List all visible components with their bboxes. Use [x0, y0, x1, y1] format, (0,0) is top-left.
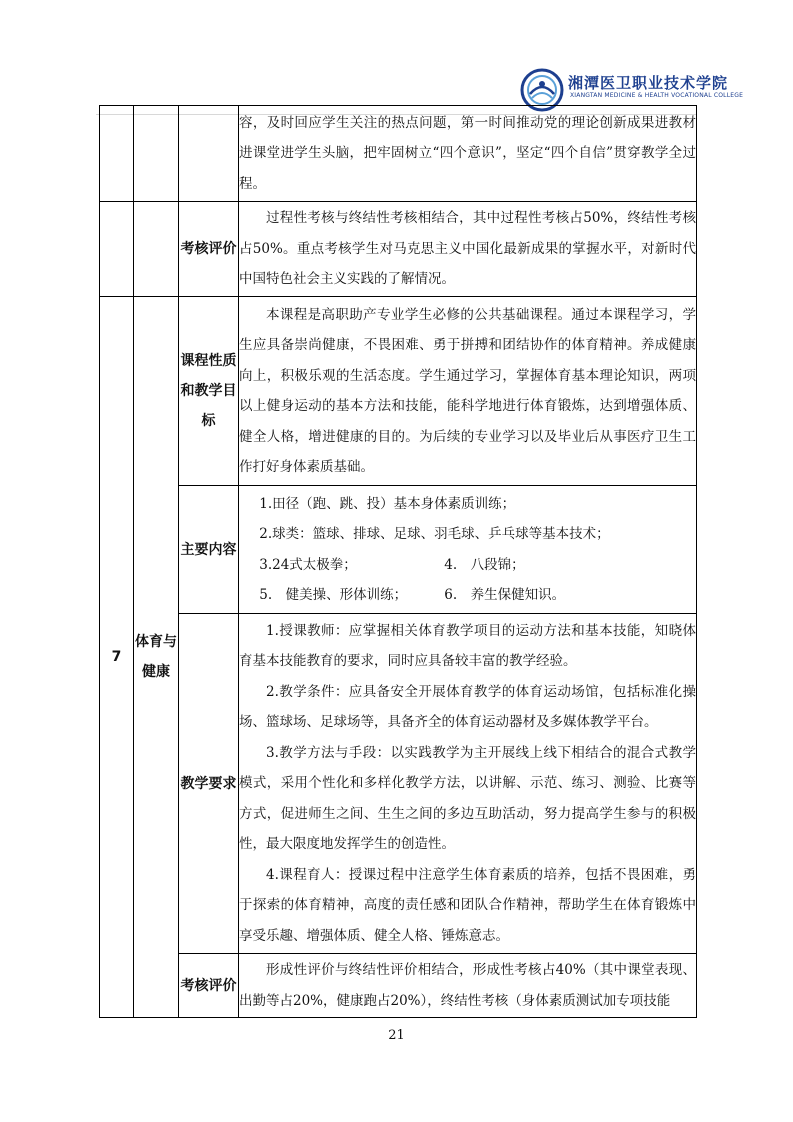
- table-row: [100, 954, 697, 1018]
- table-row: [100, 202, 697, 297]
- requirement-2: 2.教学条件：应具备安全开展体育教学的体育运动场馆，包括标准化操场、篮球场、足球场等，具备齐全的体育运动器材及多媒体教学平台。: [239, 683, 696, 731]
- content-label: 主要内容: [179, 486, 239, 614]
- prev-name-cell: [134, 202, 179, 297]
- prev-label-cell: [179, 106, 239, 202]
- prev-assessment-text-cell: [239, 202, 697, 297]
- content-list-cell: [239, 486, 697, 614]
- assessment-text: 形成性评价与终结性评价相结合，形成性考核占40%（其中课堂表现、出勤等占20%，健康跑占20%），终结性考核（身体素质测试加专项技能: [239, 962, 696, 1009]
- content-item-6: 6. 养生保健知识。: [444, 587, 566, 603]
- content-item-2: 2.球类：篮球、排球、足球、羽毛球、乒乓球等基本技术；: [259, 526, 610, 542]
- course-name: 体育与健康: [134, 297, 179, 1018]
- table-row: [100, 106, 697, 202]
- content-item-3: 3.24式太极拳；: [259, 556, 357, 573]
- college-name-cn: 湘潭医卫职业技术学院: [568, 74, 729, 92]
- prev-number-cell: [100, 106, 134, 202]
- page-number: 21: [388, 1028, 405, 1043]
- table-row: [100, 297, 697, 486]
- course-number: 7: [100, 297, 134, 1018]
- curriculum-table: [99, 105, 697, 1018]
- content-item-4: 4. 八段锦；: [444, 556, 525, 573]
- assessment-label: 考核评价: [179, 954, 239, 1018]
- prev-assessment-text: 过程性考核与终结性考核相结合，其中过程性考核占50%，终结性考核占50%。重点考核学生对马克思主义中国化最新成果的掌握水平，对新时代中国特色社会主义实践的了解情况。: [239, 210, 696, 288]
- requirements-label: 教学要求: [179, 614, 239, 954]
- prev-number-cell: [100, 202, 134, 297]
- table-row: [100, 486, 697, 614]
- nature-text: 本课程是高职助产专业学生必修的公共基础课程。通过本课程学习，学生应具备崇尚健康，不畏困难、勇于拼搏和团结协作的体育精神。养成健康向上，积极乐观的生活态度。学生通过学习，掌握体育基本理论知识，两项以上健身运动的基本方法和技能，能科学地进行体育锻炼，达到增强体质、健全人格，增进健康的目的。为后续的专业学习以及毕业后从事医疗卫生工作打好身体素质基础。: [239, 306, 696, 475]
- requirement-4: 4.课程育人：授课过程中注意学生体育素质的培养，包括不畏困难，勇于探索的体育精神，高度的责任感和团队合作精神，帮助学生在体育锻炼中享受乐趣、增强体质、健全人格、锤炼意志。: [239, 866, 696, 944]
- requirements-cell: [239, 614, 697, 954]
- nature-label: 课程性质和教学目标: [179, 297, 239, 486]
- nature-text-cell: [239, 297, 697, 486]
- college-logo: [520, 68, 744, 108]
- requirement-1: 1.授课教师：应掌握相关体育教学项目的运动方法和基本技能，知晓体育基本技能教育的要求，同时应具备较丰富的教学经验。: [239, 622, 696, 670]
- prev-content-text: 容，及时回应学生关注的热点问题，第一时间推动党的理论创新成果进教材进课堂进学生头脑，把牢固树立“四个意识”，坚定“四个自信”贯穿教学全过程。: [239, 114, 696, 192]
- prev-assessment-label: 考核评价: [179, 202, 239, 297]
- college-name-en: XIANGTAN MEDICINE & HEALTH VOCATIONAL COLLEGE: [570, 92, 744, 99]
- table-row: [100, 614, 697, 954]
- prev-content-cell: [239, 106, 697, 202]
- assessment-text-cell: [239, 954, 697, 1018]
- requirement-3: 3.教学方法与手段：以实践教学为主开展线上线下相结合的混合式教学模式，采用个性化和多样化教学方法，以讲解、示范、练习、测验、比赛等方式，促进师生之间、生生之间的多边互助活动，努力提高学生参与的积极性，最大限度地发挥学生的创造性。: [239, 744, 696, 853]
- prev-name-cell: [134, 106, 179, 202]
- content-item-5: 5. 健美操、形体训练；: [259, 587, 408, 603]
- content-item-1: 1.田径（跑、跳、投）基本身体素质训练；: [259, 495, 516, 512]
